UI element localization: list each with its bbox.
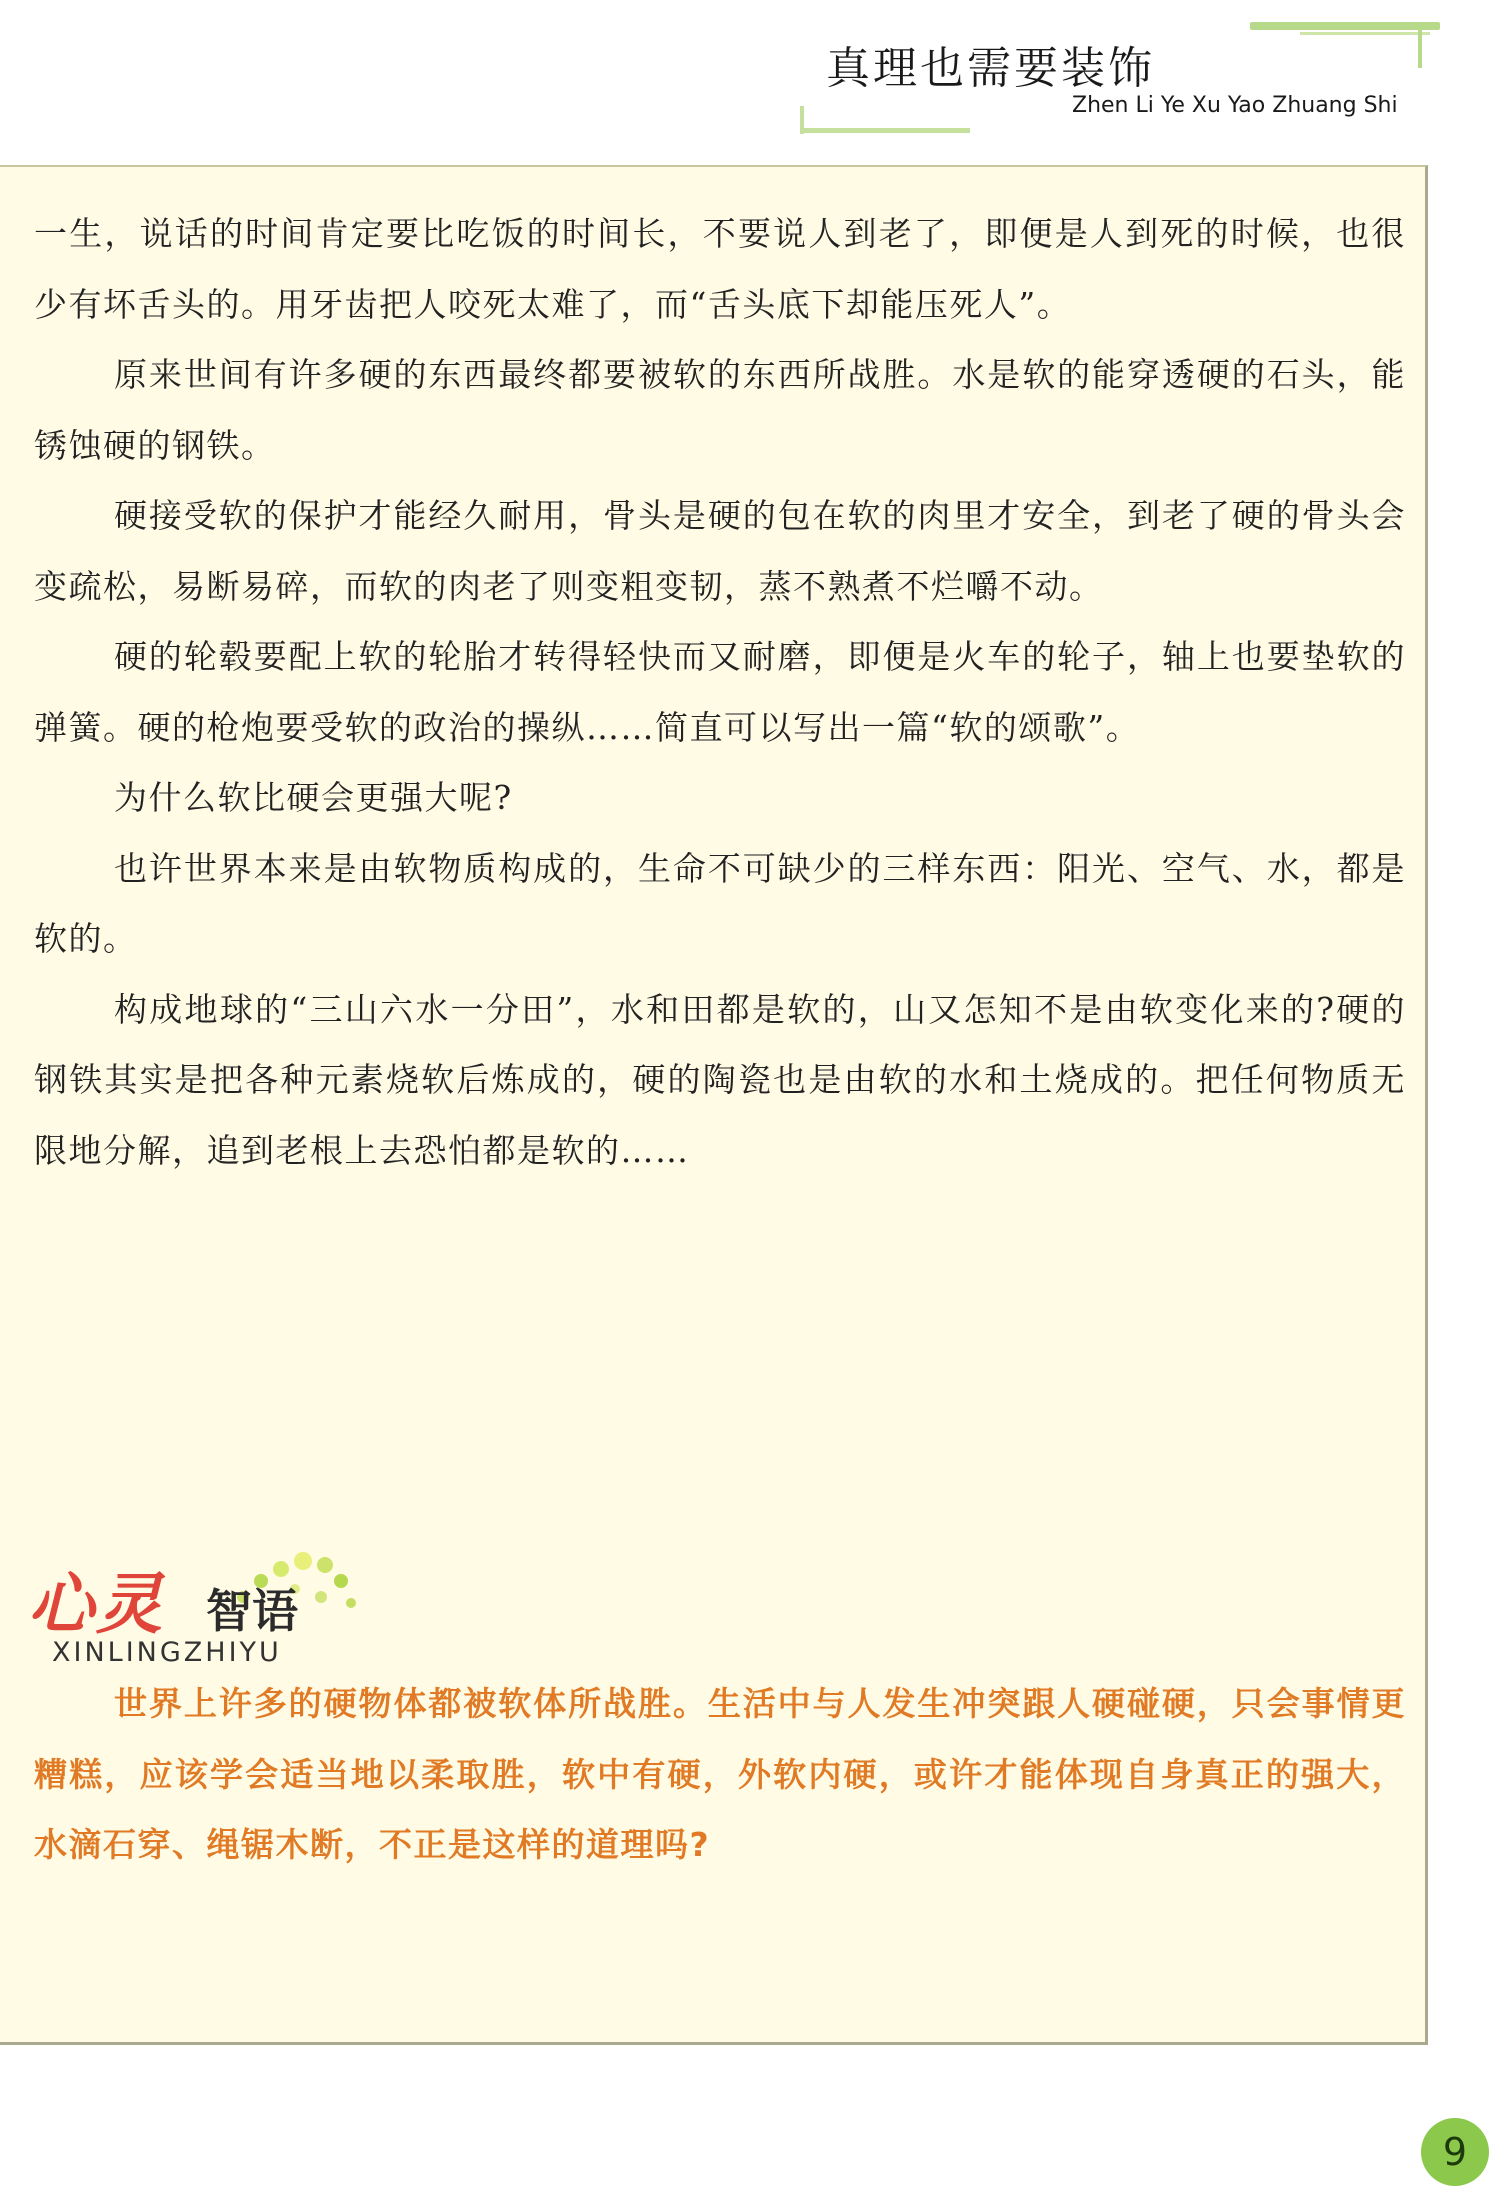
paragraph: 为什么软比硬会更强大呢?	[114, 778, 513, 817]
wisdom-badge	[28, 1537, 368, 1667]
body-text	[34, 199, 1406, 1186]
page-header	[0, 0, 1500, 165]
paragraph: 原来世间有许多硬的东西最终都要被软的东西所战胜。水是软的能穿透硬的石头，能锈蚀硬的钢铁。	[34, 355, 1406, 465]
running-title-pinyin: Zhen Li Ye Xu Yao Zhuang Shi	[1072, 93, 1398, 118]
wisdom-paragraph: 世界上许多的硬物体都被软体所战胜。生活中与人发生冲突跟人硬碰硬，只会事情更糟糕，应该学会适当地以柔取胜，软中有硬，外软内硬，或许才能体现自身真正的强大，水滴石穿、绳锯木断，不正是这样的道理吗?	[34, 1684, 1406, 1864]
header-decoration-line-thin	[1300, 32, 1430, 35]
paragraph: 构成地球的“三山六水一分田”，水和田都是软的，山又怎知不是由软变化来的?硬的钢铁其实是把各种元素烧软后炼成的，硬的陶瓷也是由软的水和土烧成的。把任何物质无限地分解，追到老根上去恐怕都是软的……	[34, 989, 1406, 1170]
wisdom-text	[34, 1669, 1406, 1881]
header-decoration-line	[1250, 22, 1440, 30]
badge-pinyin: XINLINGZHIYU	[52, 1637, 282, 1668]
page-number: 9	[1421, 2118, 1489, 2186]
paragraph: 也许世界本来是由软物质构成的，生命不可缺少的三样东西：阳光、空气、水，都是软的。	[34, 848, 1406, 958]
header-decoration-underline	[800, 128, 970, 133]
paragraph: 硬的轮毂要配上软的轮胎才转得轻快而又耐磨，即便是火车的轮子，轴上也要垫软的弹簧。硬的枪炮要受软的政治的操纵……简直可以写出一篇“软的颂歌”。	[34, 637, 1406, 747]
badge-title-sub: 智语	[206, 1584, 298, 1638]
paragraph: 一生，说话的时间肯定要比吃饭的时间长，不要说人到老了，即便是人到死的时候，也很少有坏舌头的。用牙齿把人咬死太难了，而“舌头底下却能压死人”。	[34, 214, 1406, 324]
running-title: 真理也需要装饰	[826, 43, 1155, 94]
paragraph: 硬接受软的保护才能经久耐用，骨头是硬的包在软的肉里才安全，到老了硬的骨头会变疏松，易断易碎，而软的肉老了则变粗变韧，蒸不熟煮不烂嚼不动。	[34, 496, 1406, 606]
header-decoration-vertical	[1418, 22, 1422, 68]
content-panel	[0, 165, 1428, 2045]
badge-title-main: 心灵	[28, 1565, 164, 1643]
